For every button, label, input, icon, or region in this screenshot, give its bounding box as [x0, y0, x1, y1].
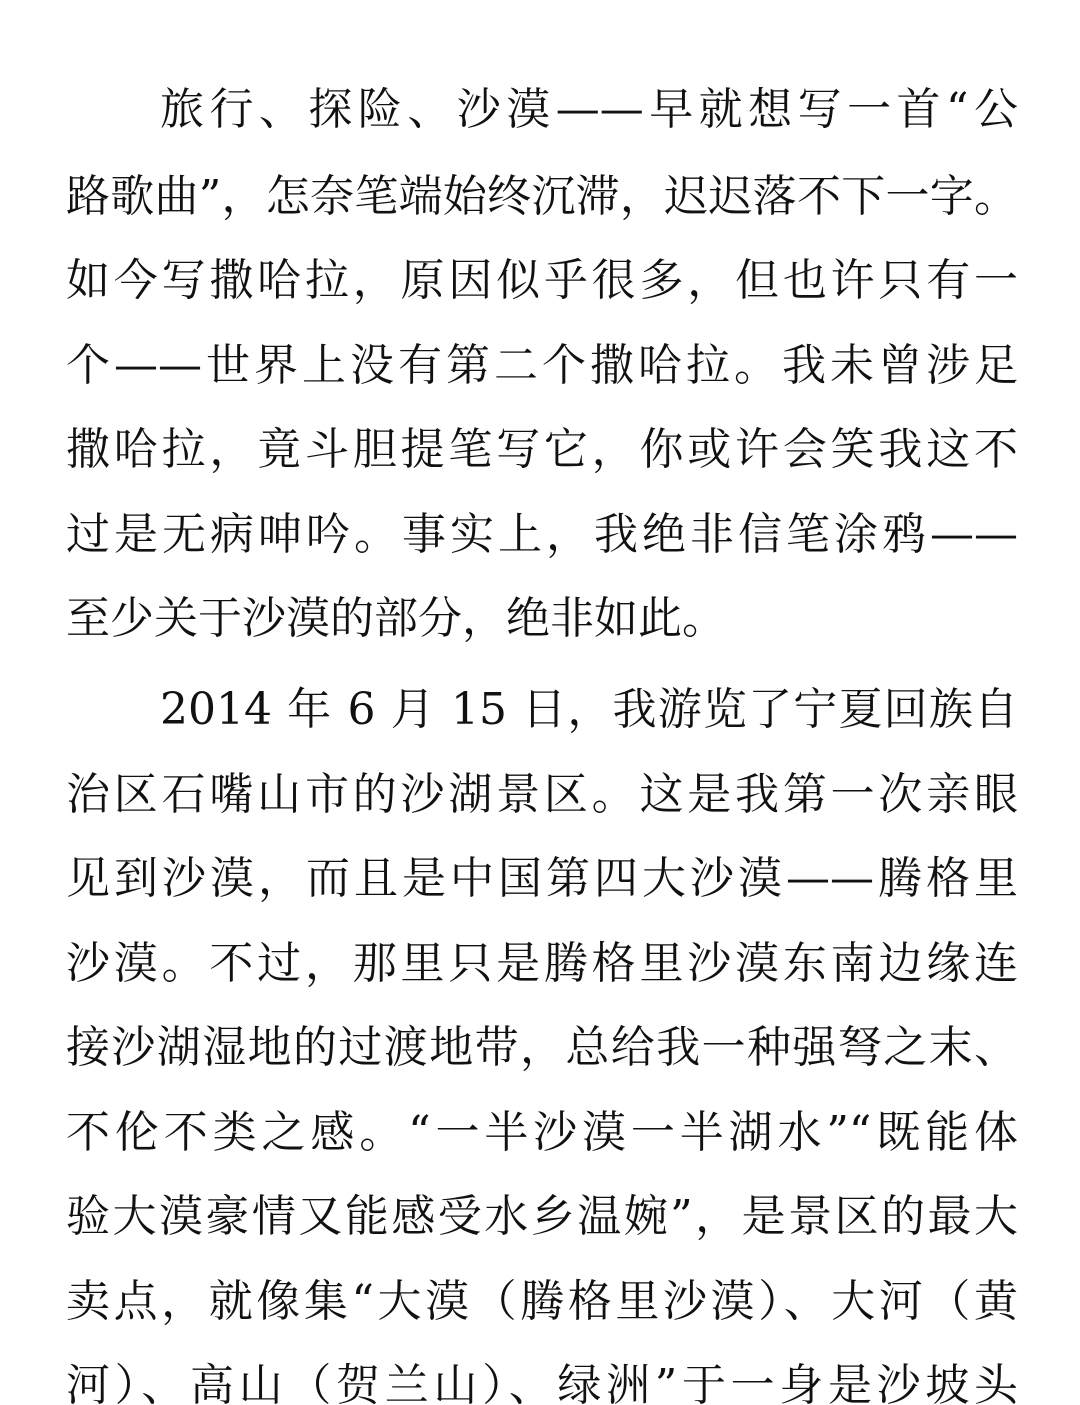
text-line: 个——世界上没有第二个撒哈拉。我未曾涉足 — [66, 340, 1018, 391]
text-line: 治区石嘴山市的沙湖景区。这是我第一次亲眼 — [66, 769, 1018, 820]
text-line: 见到沙漠，而且是中国第四大沙漠——腾格里 — [66, 853, 1018, 904]
text-line: 旅行、探险、沙漠——早就想写一首“公 — [160, 84, 1018, 135]
text-line: 至少关于沙漠的部分，绝非如此。 — [66, 593, 726, 644]
text-line: 卖点，就像集“大漠（腾格里沙漠）、大河（黄 — [66, 1276, 1018, 1327]
text-line: 2014 年 6 月 15 日，我游览了宁夏回族自 — [160, 684, 1018, 735]
text-line: 如今写撒哈拉，原因似乎很多，但也许只有一 — [66, 255, 1018, 306]
text-line: 验大漠豪情又能感受水乡温婉”，是景区的最大 — [66, 1191, 1018, 1242]
text-line: 撒哈拉，竟斗胆提笔写它，你或许会笑我这不 — [66, 424, 1018, 475]
text-line: 过是无病呻吟。事实上，我绝非信笔涂鸦—— — [66, 509, 1018, 560]
text-line: 不伦不类之感。“一半沙漠一半湖水”“既能体 — [66, 1107, 1018, 1158]
text-line: 沙漠。不过，那里只是腾格里沙漠东南边缘连 — [66, 938, 1018, 989]
text-line: 路歌曲”，怎奈笔端始终沉滞，迟迟落不下一字。 — [66, 171, 1018, 222]
text-line: 河）、高山（贺兰山）、绿洲”于一身是沙坡头 — [66, 1360, 1018, 1405]
text-line: 接沙湖湿地的过渡地带，总给我一种强弩之末、 — [66, 1022, 1018, 1073]
